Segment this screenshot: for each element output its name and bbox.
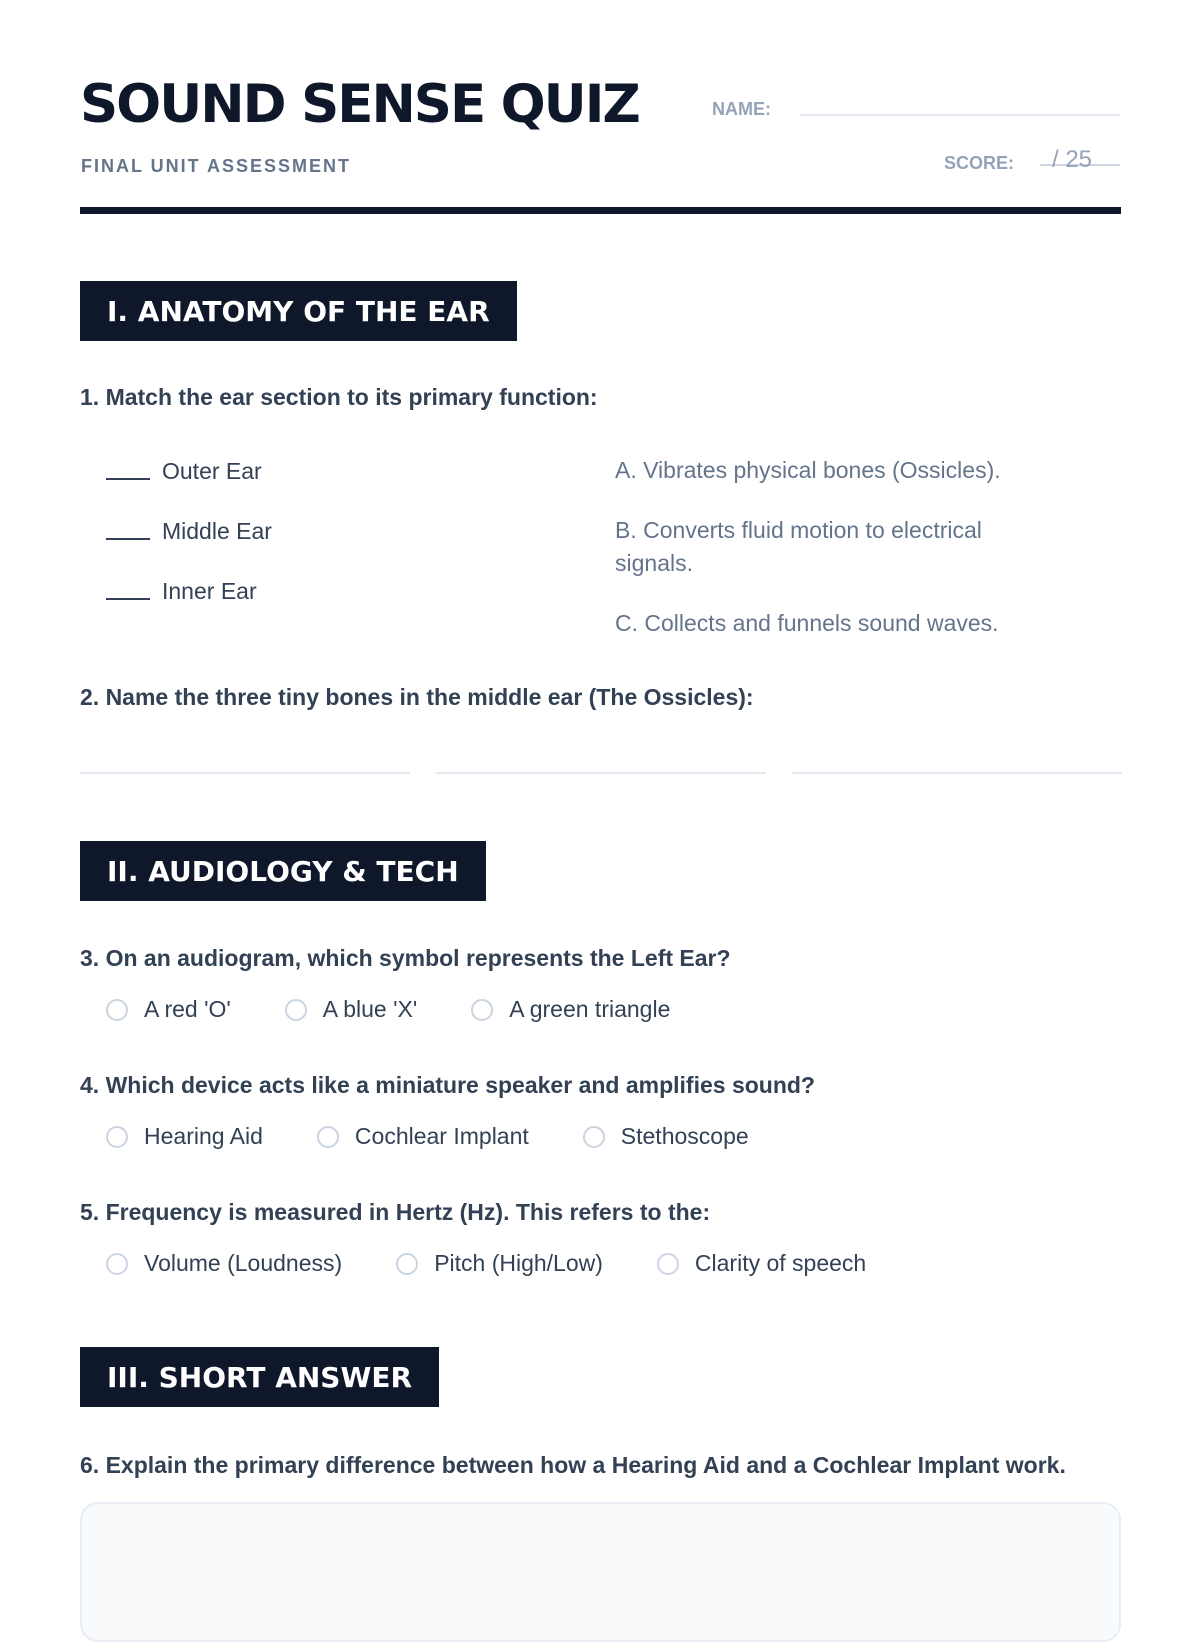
score-total: / 25: [1052, 146, 1093, 173]
section-header-audiology: II. AUDIOLOGY & TECH: [80, 841, 486, 901]
quiz-subtitle: FINAL UNIT ASSESSMENT: [81, 156, 352, 176]
option-label: Stethoscope: [620, 1123, 749, 1149]
question-6: 6. Explain the primary difference between how a Hearing Aid and a Cochlear Implant work.: [80, 1452, 1066, 1478]
question-4: 4. Which device acts like a miniature speaker and amplifies sound?: [80, 1072, 815, 1098]
question-2: 2. Name the three tiny bones in the middle ear (The Ossicles):: [80, 684, 754, 710]
match-blank[interactable]: [106, 524, 150, 540]
ossicle-answer-field-2[interactable]: [436, 772, 766, 774]
option-label: A red 'O': [144, 996, 231, 1022]
option-volume[interactable]: [106, 1250, 342, 1277]
option-hearing-aid[interactable]: [106, 1123, 263, 1150]
match-item-label: Outer Ear: [162, 458, 262, 484]
radio-button[interactable]: [396, 1253, 418, 1275]
match-answer-c: C. Collects and funnels sound waves.: [615, 610, 999, 636]
match-blank[interactable]: [106, 584, 150, 600]
ossicle-answer-field-1[interactable]: [80, 772, 410, 774]
question-5: 5. Frequency is measured in Hertz (Hz). This refers to the:: [80, 1199, 711, 1225]
option-red-o[interactable]: [106, 996, 231, 1023]
question-1: 1. Match the ear section to its primary function:: [80, 384, 598, 410]
question-3-options: [106, 996, 724, 1023]
section-header-short-answer: III. SHORT ANSWER: [80, 1347, 439, 1407]
header-divider: [80, 207, 1121, 214]
ossicle-answer-field-3[interactable]: [792, 772, 1122, 774]
option-label: Clarity of speech: [694, 1250, 867, 1276]
name-label: NAME:: [712, 99, 771, 119]
radio-button[interactable]: [317, 1126, 339, 1148]
option-label: A green triangle: [509, 996, 671, 1022]
radio-button[interactable]: [106, 999, 128, 1021]
match-answer-b: B. Converts fluid motion to electrical signals.: [615, 517, 982, 576]
option-green-triangle[interactable]: [471, 996, 670, 1023]
match-item-label: Middle Ear: [162, 518, 272, 544]
match-item-outer-ear: [106, 458, 262, 485]
quiz-title: SOUND SENSE QUIZ: [80, 74, 639, 135]
option-label: Volume (Loudness): [144, 1250, 343, 1276]
option-label: A blue 'X': [322, 996, 418, 1022]
section-header-anatomy: I. ANATOMY OF THE EAR: [80, 281, 517, 341]
question-3: 3. On an audiogram, which symbol represents the Left Ear?: [80, 945, 731, 971]
question-5-options: [106, 1250, 920, 1277]
question-4-options: [106, 1123, 803, 1150]
option-pitch[interactable]: [396, 1250, 603, 1277]
option-cochlear-implant[interactable]: [317, 1123, 529, 1150]
short-answer-textbox[interactable]: [80, 1502, 1121, 1642]
option-clarity[interactable]: [657, 1250, 866, 1277]
radio-button[interactable]: [471, 999, 493, 1021]
score-label: SCORE:: [944, 153, 1015, 173]
name-field[interactable]: [800, 114, 1120, 116]
option-label: Pitch (High/Low): [434, 1250, 603, 1276]
radio-button[interactable]: [583, 1126, 605, 1148]
match-item-middle-ear: [106, 518, 272, 545]
option-stethoscope[interactable]: [583, 1123, 749, 1150]
radio-button[interactable]: [285, 999, 307, 1021]
match-item-inner-ear: [106, 578, 257, 605]
option-blue-x[interactable]: [285, 996, 417, 1023]
match-blank[interactable]: [106, 464, 150, 480]
radio-button[interactable]: [657, 1253, 679, 1275]
option-label: Hearing Aid: [144, 1123, 263, 1149]
radio-button[interactable]: [106, 1126, 128, 1148]
match-answer-a: A. Vibrates physical bones (Ossicles).: [615, 457, 1001, 483]
match-item-label: Inner Ear: [162, 578, 257, 604]
option-label: Cochlear Implant: [354, 1123, 529, 1149]
radio-button[interactable]: [106, 1253, 128, 1275]
